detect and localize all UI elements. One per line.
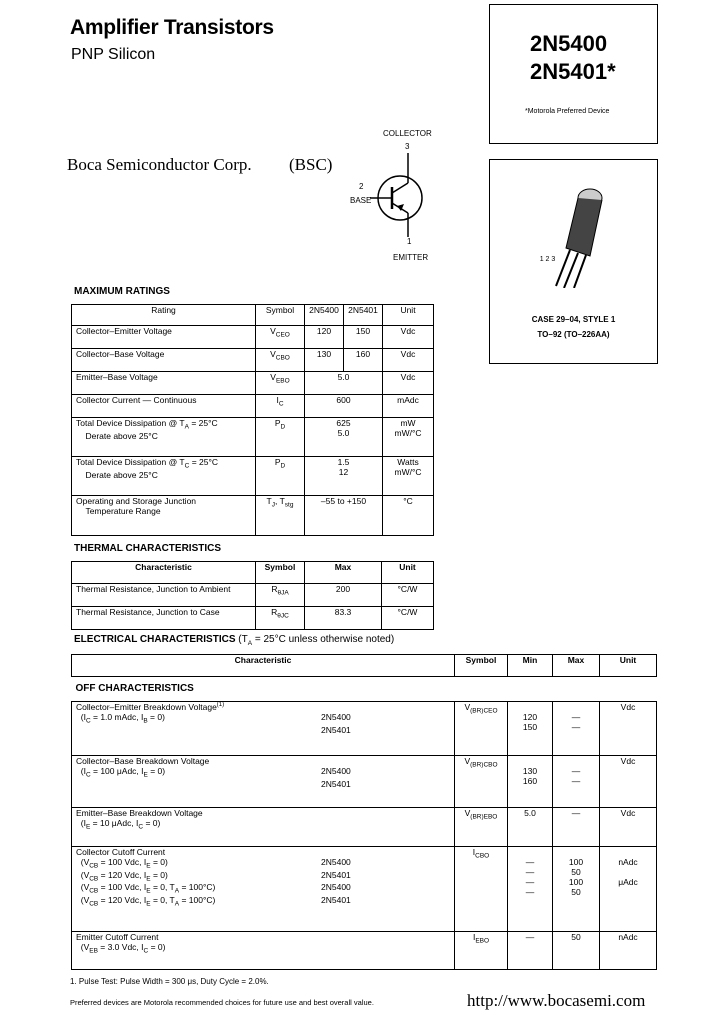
- unit-cell: mAdc: [383, 395, 434, 418]
- cond-sub: CB: [89, 862, 99, 870]
- cond-sub: CB: [89, 888, 99, 896]
- min-value: —: [525, 877, 535, 887]
- characteristic-cell: [72, 932, 455, 970]
- symbol-subscript: C: [278, 400, 284, 408]
- part-label: 2N5400: [321, 712, 351, 722]
- package-pin-numbers: 1 2 3: [539, 256, 556, 263]
- symbol-cell: [455, 702, 508, 756]
- symbol-subscript: (BR)CBO: [470, 761, 498, 769]
- symbol-cell: [256, 607, 305, 630]
- char-title: Emitter Cutoff Current: [76, 932, 159, 942]
- symbol-subscript: CBO: [275, 354, 290, 362]
- min-cell: —: [508, 932, 553, 970]
- max-value: 100: [568, 877, 584, 887]
- symbol-subscript: D: [280, 423, 286, 431]
- characteristic-cell: [72, 702, 455, 756]
- max-cell: 50: [553, 932, 600, 970]
- part-number-2: 2N5401*: [530, 59, 616, 84]
- max-value: —: [571, 722, 581, 732]
- max-cell: 83.3: [305, 607, 382, 630]
- value-cell: 120: [305, 326, 344, 349]
- symbol-subscript: CEO: [275, 331, 290, 339]
- symbol-cell: [455, 756, 508, 808]
- symbol-cell: [455, 932, 508, 970]
- emitter-pin-number: 1: [407, 237, 412, 246]
- table-row: [72, 418, 434, 457]
- electrical-table: [71, 654, 657, 970]
- max-value: —: [571, 766, 581, 776]
- collector-pin-number: 3: [405, 142, 410, 151]
- value-line-1: 625: [336, 418, 351, 428]
- case-line-2: TO–92 (TO–226AA): [537, 330, 610, 339]
- symbol-cell: [256, 349, 305, 372]
- cond-text-3: = 0, T: [150, 882, 175, 893]
- unit-cell: [383, 457, 434, 496]
- collector-label: COLLECTOR: [383, 129, 432, 138]
- cond-text-4: = 100°C): [179, 895, 216, 906]
- symbol-subscript: (BR)EBO: [470, 813, 498, 821]
- rating-line-2: Temperature Range: [85, 506, 161, 516]
- cond-text: (I: [80, 766, 86, 776]
- value-cell: 150: [344, 326, 383, 349]
- cond-text: (V: [80, 869, 90, 880]
- rating-line-2: Derate above 25°C: [85, 430, 158, 441]
- symbol-subscript: EBO: [475, 937, 490, 945]
- part-label: 2N5400: [321, 766, 351, 776]
- unit-cell: Vdc: [383, 349, 434, 372]
- electrical-note-post: = 25°C unless otherwise noted): [252, 634, 395, 645]
- col-symbol: Symbol: [256, 305, 305, 326]
- base-label: BASE: [350, 196, 372, 205]
- unit-cell: [600, 847, 657, 932]
- col-symbol: Symbol: [256, 562, 305, 584]
- cond-sub-2: C: [143, 947, 149, 955]
- col-unit: Unit: [600, 655, 657, 677]
- part-label: 2N5401: [321, 778, 351, 789]
- cond-sub-2: E: [146, 900, 151, 908]
- part-number-box: [489, 4, 658, 144]
- value-cell: [305, 457, 383, 496]
- cond-text-4: = 100°C): [179, 882, 216, 893]
- unit-cell: Vdc: [383, 372, 434, 395]
- value-cell: 600: [305, 395, 383, 418]
- rating-cell: [72, 418, 256, 457]
- cond-sub-3: A: [174, 900, 180, 908]
- table-row: [72, 847, 657, 932]
- part-label: 2N5401: [321, 869, 351, 880]
- pnp-symbol-icon: [340, 125, 450, 270]
- value-cell: –55 to +150: [305, 496, 383, 536]
- value-line-2: 12: [338, 467, 349, 477]
- table-row: [72, 496, 434, 536]
- symbol-text: V: [270, 349, 276, 359]
- symbol-text-b: , T: [275, 496, 285, 506]
- unit-cell: nAdc: [600, 932, 657, 970]
- table-row: [72, 756, 657, 808]
- symbol-cell: [256, 372, 305, 395]
- symbol-subscript: CBO: [475, 852, 490, 860]
- symbol-subscript-b: stg: [284, 501, 294, 509]
- table-header-row: [72, 655, 657, 677]
- min-value: —: [525, 857, 535, 867]
- rating-cell: Collector Current — Continuous: [72, 395, 256, 418]
- max-value: 50: [571, 887, 581, 897]
- min-cell: [508, 756, 553, 808]
- unit-cell: °C/W: [382, 607, 434, 630]
- col-max: Max: [305, 562, 382, 584]
- max-value: —: [571, 712, 581, 722]
- cond-text-3: = 0): [143, 818, 161, 828]
- cond-text-2: = 120 Vdc, I: [98, 895, 147, 906]
- cond-text-2: = 100 Vdc, I: [98, 857, 147, 867]
- rating-cell: Emitter–Base Voltage: [72, 372, 256, 395]
- table-row: [72, 326, 434, 349]
- symbol-text: R: [271, 607, 278, 617]
- electrical-note-sub: A: [247, 640, 253, 647]
- min-cell: [508, 702, 553, 756]
- max-value: 50: [571, 867, 581, 877]
- rating-subscript: A: [184, 423, 189, 431]
- max-cell: 200: [305, 584, 382, 607]
- thermal-table: [71, 561, 434, 630]
- symbol-cell: [256, 457, 305, 496]
- preferred-device-note: *Motorola Preferred Device: [525, 108, 610, 115]
- unit-cell: Vdc: [383, 326, 434, 349]
- col-characteristic: Characteristic: [72, 655, 455, 677]
- col-min: Min: [508, 655, 553, 677]
- symbol-cell: [455, 808, 508, 847]
- cond-text-3: = 0, T: [150, 895, 175, 906]
- max-cell: —: [553, 808, 600, 847]
- rating-cell: Collector–Emitter Voltage: [72, 326, 256, 349]
- symbol-cell: [256, 584, 305, 607]
- cond-text: (I: [80, 712, 86, 722]
- cond-sub-3: A: [174, 888, 180, 896]
- base-pin-number: 2: [359, 182, 364, 191]
- rating-cell: Collector–Base Voltage: [72, 349, 256, 372]
- symbol-text: T: [266, 496, 272, 506]
- cond-text-2: = 100 Vdc, I: [98, 882, 147, 893]
- max-cell: [553, 702, 600, 756]
- unit-cell: [383, 418, 434, 457]
- table-row: [72, 395, 434, 418]
- rating-text: Total Device Dissipation @ T: [76, 457, 185, 467]
- symbol-subscript: J: [271, 501, 275, 509]
- char-title: Collector–Emitter Breakdown Voltage: [76, 702, 217, 712]
- cond-text-3: = 0): [150, 857, 168, 867]
- cond-text: (I: [80, 818, 86, 828]
- symbol-text: P: [274, 457, 281, 467]
- cond-text: (V: [80, 895, 90, 906]
- table-row: [72, 372, 434, 395]
- col-characteristic: Characteristic: [72, 562, 256, 584]
- symbol-text: V: [464, 756, 471, 766]
- col-2n5401: 2N5401: [344, 305, 383, 326]
- symbol-text: V: [270, 372, 276, 382]
- characteristic-cell: Thermal Resistance, Junction to Ambient: [72, 584, 256, 607]
- symbol-text: V: [464, 702, 471, 712]
- page-subtitle: PNP Silicon: [71, 46, 156, 63]
- case-line-1: CASE 29–04, STYLE 1: [531, 315, 616, 324]
- value-cell: 160: [344, 349, 383, 372]
- cond-text-2: = 1.0 mAdc, I: [90, 712, 144, 722]
- symbol-text: I: [276, 395, 279, 405]
- characteristic-cell: [72, 847, 455, 932]
- symbol-subscript: D: [280, 462, 286, 470]
- transistor-symbol: [340, 125, 450, 270]
- col-max: Max: [553, 655, 600, 677]
- symbol-text: V: [464, 808, 471, 818]
- table-row: [72, 932, 657, 970]
- col-unit: Unit: [383, 305, 434, 326]
- symbol-subscript: θJA: [277, 589, 289, 597]
- website-url: http://www.bocasemi.com: [467, 991, 646, 1010]
- symbol-subscript: θJC: [277, 612, 289, 620]
- cond-text-3: = 0): [150, 869, 168, 880]
- char-footnote-ref: (1): [216, 702, 225, 709]
- cond-sub-2: E: [146, 888, 151, 896]
- cond-sub-2: E: [146, 875, 151, 883]
- unit-line-1: mW: [400, 418, 416, 428]
- cond-sub-2: E: [143, 771, 148, 779]
- min-value: 150: [522, 722, 538, 732]
- unit-line-2: mW/°C: [394, 428, 422, 438]
- thermal-heading: THERMAL CHARACTERISTICS: [74, 543, 222, 554]
- unit-cell: Vdc: [600, 756, 657, 808]
- electrical-heading-line: [74, 634, 394, 647]
- cond-text: (V: [80, 857, 90, 867]
- to92-package-icon: [530, 178, 620, 288]
- company-name: Boca Semiconductor Corp.: [67, 155, 252, 174]
- min-value: 130: [522, 766, 538, 776]
- cond-text-2: = 3.0 Vdc, I: [97, 942, 144, 952]
- max-cell: [553, 756, 600, 808]
- preferred-devices-note: Preferred devices are Motorola recommended choices for future use and best overall value.: [70, 998, 374, 1007]
- table-row: [72, 677, 657, 702]
- symbol-cell: [256, 496, 305, 536]
- part-number-1: 2N5400: [530, 31, 608, 56]
- max-cell: [553, 847, 600, 932]
- electrical-heading: ELECTRICAL CHARACTERISTICS: [74, 634, 236, 645]
- cond-sub: C: [85, 717, 91, 725]
- char-title: Emitter–Base Breakdown Voltage: [76, 808, 203, 818]
- electrical-note-pre: (T: [235, 634, 248, 645]
- rating-cell: [72, 457, 256, 496]
- min-value: —: [525, 887, 535, 897]
- characteristic-cell: [72, 808, 455, 847]
- value-cell: [305, 418, 383, 457]
- characteristic-cell: [72, 756, 455, 808]
- cond-sub-2: E: [146, 862, 151, 870]
- min-value: —: [525, 867, 535, 877]
- cond-sub: CB: [89, 875, 99, 883]
- max-value: —: [571, 776, 581, 786]
- unit-cell: Vdc: [600, 702, 657, 756]
- footnote-pulse-test: 1. Pulse Test: Pulse Width = 300 μs, Duty Cycle = 2.0%.: [70, 977, 269, 986]
- symbol-text: P: [274, 418, 281, 428]
- cond-text: (V: [80, 882, 90, 893]
- max-ratings-table: [71, 304, 434, 536]
- rating-line-2: Derate above 25°C: [85, 469, 158, 480]
- cond-text-3: = 0): [147, 766, 166, 776]
- col-symbol: Symbol: [455, 655, 508, 677]
- cond-text-2: = 100 μAdc, I: [90, 766, 144, 776]
- symbol-text: R: [271, 584, 278, 594]
- symbol-subscript: EBO: [275, 377, 290, 385]
- cond-sub: E: [85, 823, 91, 831]
- symbol-text: I: [472, 932, 476, 942]
- unit-line-2: mW/°C: [394, 467, 422, 477]
- cond-sub: EB: [89, 947, 98, 955]
- symbol-cell: [256, 326, 305, 349]
- symbol-cell: [256, 418, 305, 457]
- unit-cell: Vdc: [600, 808, 657, 847]
- symbol-subscript: (BR)CEO: [470, 707, 498, 715]
- value-cell: 5.0: [305, 372, 383, 395]
- symbol-cell: [455, 847, 508, 932]
- part-label: 2N5400: [321, 882, 351, 893]
- max-ratings-heading: MAXIMUM RATINGS: [74, 286, 170, 297]
- table-row: [72, 349, 434, 372]
- cond-sub-2: B: [143, 717, 148, 725]
- table-row: [72, 584, 434, 607]
- col-unit: Unit: [382, 562, 434, 584]
- characteristic-cell: Thermal Resistance, Junction to Case: [72, 607, 256, 630]
- rating-text: Operating and Storage Junction: [76, 496, 197, 506]
- cond-sub-2: C: [138, 823, 144, 831]
- cond-text-3: = 0): [148, 942, 166, 952]
- unit-value: μAdc: [618, 877, 638, 887]
- emitter-label: EMITTER: [393, 253, 429, 262]
- part-label: 2N5401: [321, 895, 351, 906]
- cond-text-2: = 10 μAdc, I: [90, 818, 139, 828]
- value-line-2: 5.0: [337, 428, 350, 438]
- rating-text: Total Device Dissipation @ T: [76, 418, 185, 428]
- table-header-row: [72, 562, 434, 584]
- min-cell: 5.0: [508, 808, 553, 847]
- table-header-row: [72, 305, 434, 326]
- rating-tail: = 25°C: [189, 457, 219, 467]
- table-row: [72, 607, 434, 630]
- part-label: 2N5401: [321, 724, 351, 735]
- table-row: [72, 808, 657, 847]
- char-title: Collector–Base Breakdown Voltage: [76, 756, 210, 766]
- char-title: Collector Cutoff Current: [76, 847, 166, 857]
- company-abbr: (BSC): [289, 155, 333, 174]
- cond-text-2: = 120 Vdc, I: [98, 869, 147, 880]
- symbol-text: V: [270, 326, 276, 336]
- unit-line-1: Watts: [397, 457, 419, 467]
- rating-tail: = 25°C: [188, 418, 218, 428]
- min-value: 120: [522, 712, 538, 722]
- part-label: 2N5400: [321, 857, 351, 867]
- col-2n5400: 2N5400: [305, 305, 344, 326]
- symbol-cell: [256, 395, 305, 418]
- min-value: 160: [522, 776, 538, 786]
- package-box: [489, 159, 658, 364]
- cond-text-3: = 0): [147, 712, 165, 722]
- table-row: [72, 457, 434, 496]
- col-rating: Rating: [72, 305, 256, 326]
- unit-value: nAdc: [618, 857, 638, 867]
- rating-subscript: C: [184, 462, 190, 470]
- cond-text: (V: [80, 942, 90, 952]
- value-cell: 130: [305, 349, 344, 372]
- rating-cell: [72, 496, 256, 536]
- cond-sub: C: [85, 771, 91, 779]
- unit-cell: °C/W: [382, 584, 434, 607]
- value-line-1: 1.5: [337, 457, 350, 467]
- unit-cell: °C: [383, 496, 434, 536]
- table-row: [72, 702, 657, 756]
- page-title: Amplifier Transistors: [70, 16, 274, 39]
- symbol-text: I: [472, 847, 476, 857]
- max-value: 100: [568, 857, 584, 867]
- off-characteristics-heading: OFF CHARACTERISTICS: [72, 677, 657, 702]
- min-cell: [508, 847, 553, 932]
- cond-sub: CB: [89, 900, 99, 908]
